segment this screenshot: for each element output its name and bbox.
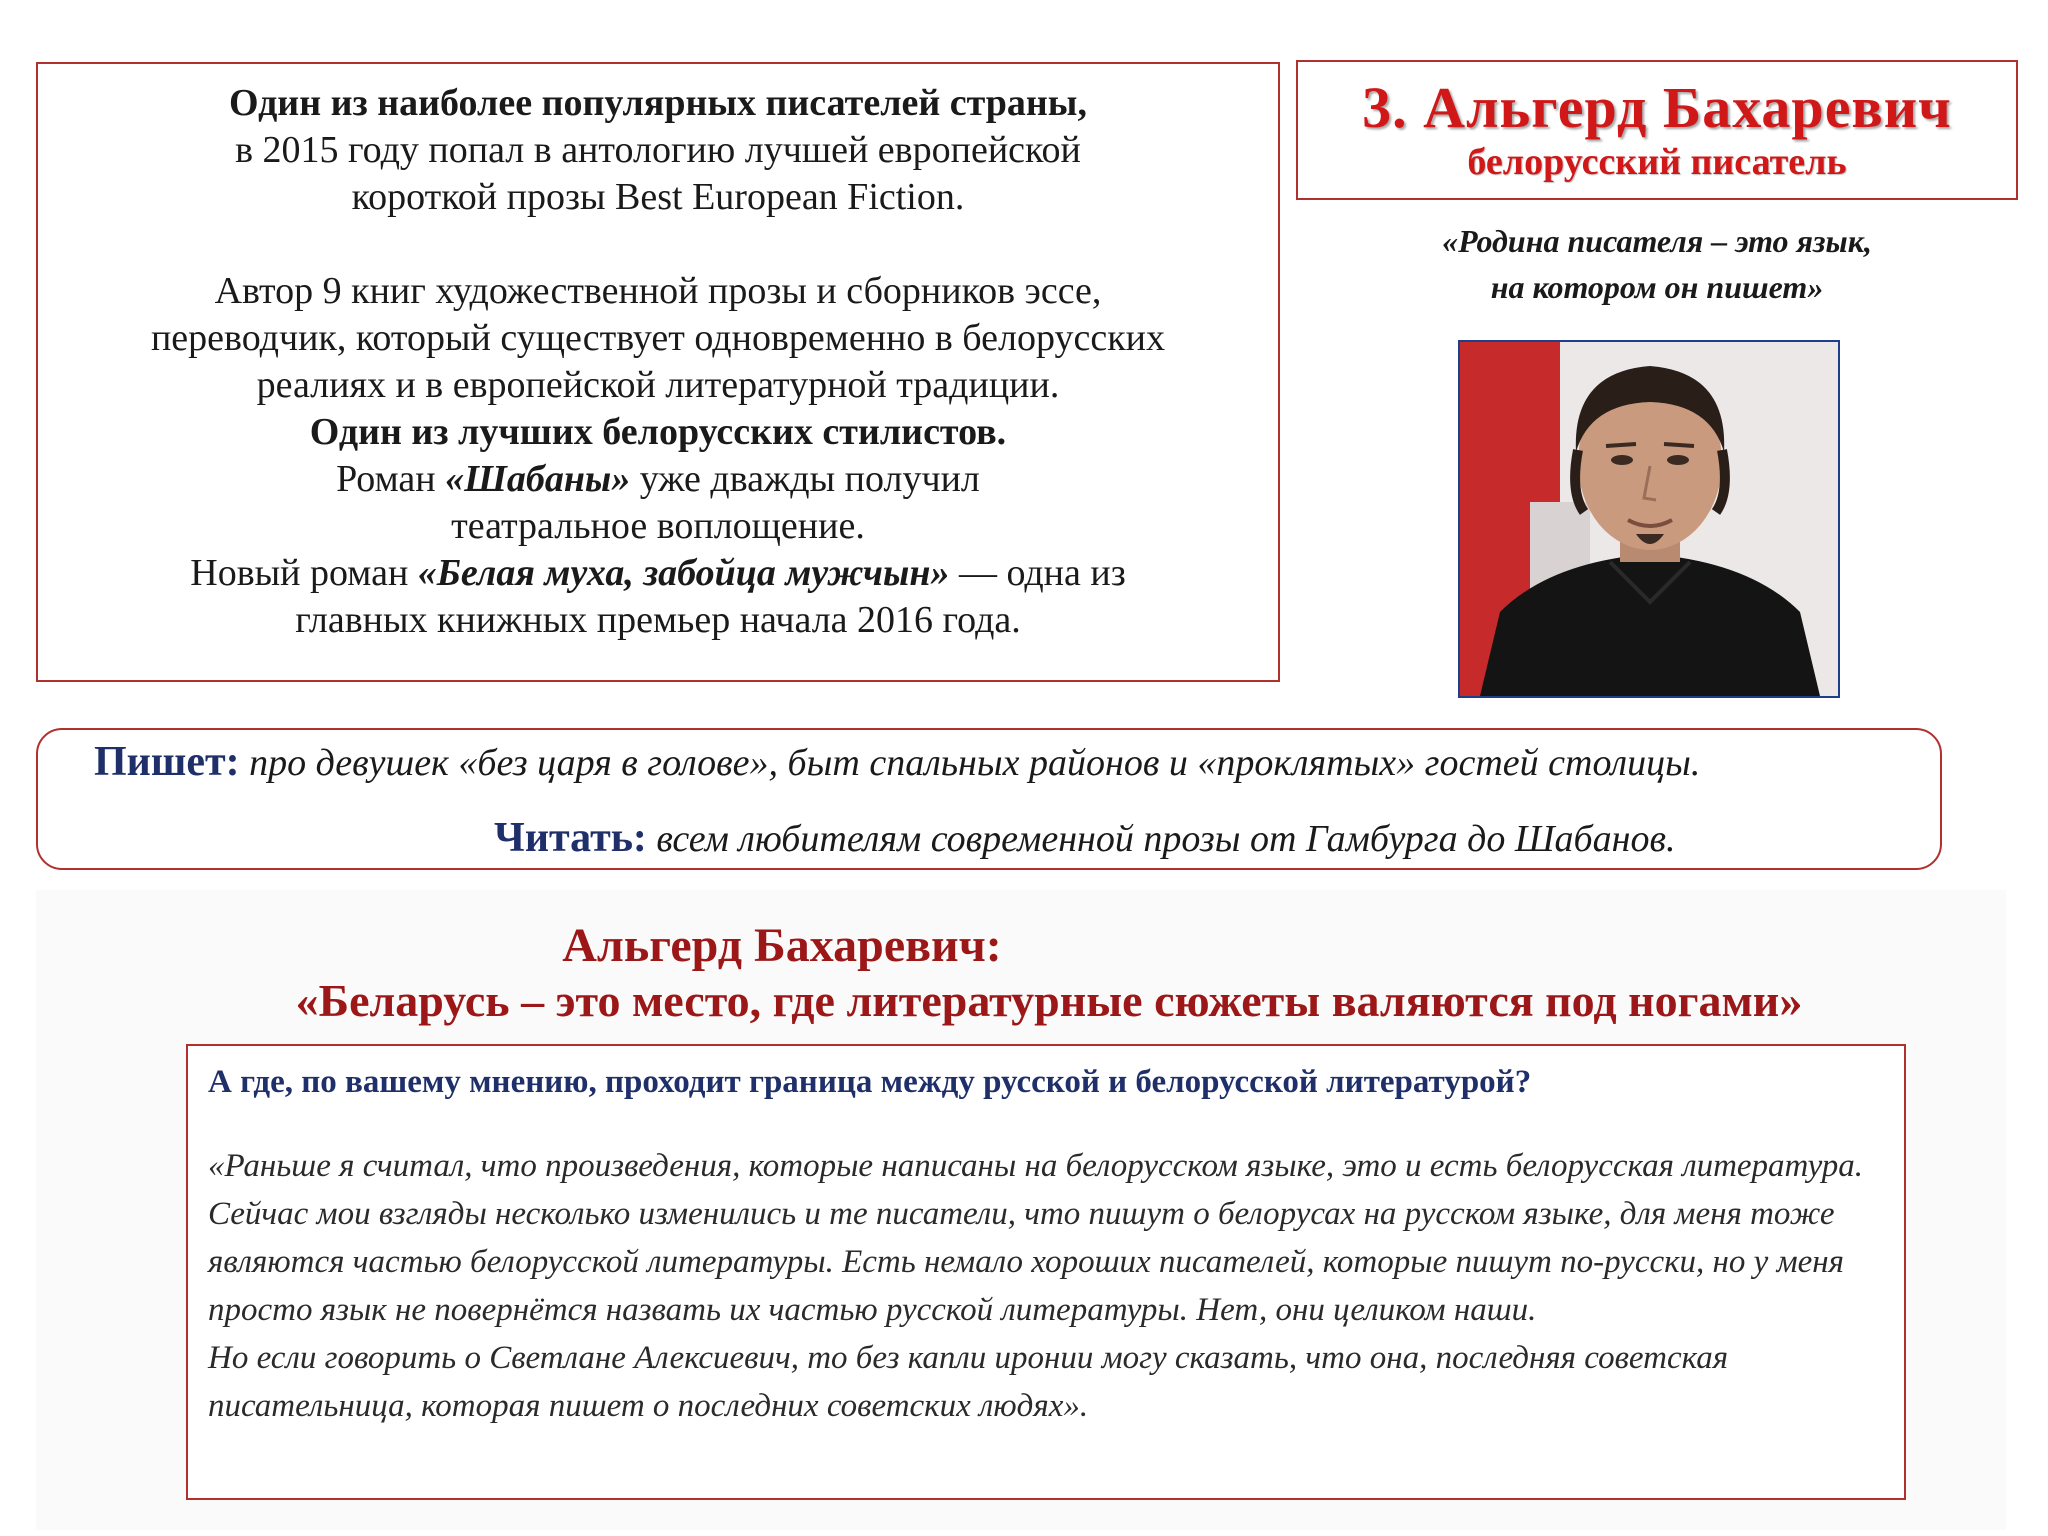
read-description: всем любителям современной прозы от Гамбурга до Шабанов.: [646, 818, 1676, 860]
intro-line-2: в 2015 году попал в антологию лучшей европейской: [235, 129, 1081, 171]
intro-box: [36, 62, 1280, 682]
author-subtitle: белорусский писатель: [1467, 141, 1847, 183]
intro-line-1: Один из наиболее популярных писателей страны,: [229, 82, 1087, 124]
motto-line-1: «Родина писателя – это язык,: [1442, 223, 1872, 259]
interview-heading-name: Альгерд Бахаревич:: [562, 919, 1002, 972]
writes-description: про девушек «без царя в голове», быт спальных районов и «проклятых» гостей столицы.: [239, 742, 1701, 784]
interview-heading-quote: «Беларусь – это место, где литературные сюжеты валяются под ногами»: [295, 975, 1803, 1026]
intro-line-5: переводчик, который существует одновременно в белорусских: [150, 317, 1166, 359]
intro-line-10-prefix: Новый роман: [190, 552, 418, 594]
intro-line-11: главных книжных премьер начала 2016 года.: [295, 599, 1021, 641]
intro-line-8-prefix: Роман: [336, 458, 446, 500]
intro-line-10: [38, 550, 1278, 597]
author-title: 3. Альгерд Бахаревич: [1362, 75, 1952, 140]
intro-line-10-suffix: — одна из: [949, 552, 1126, 594]
intro-line-4: Автор 9 книг художественной прозы и сборников эссе,: [214, 270, 1102, 312]
intro-line-3: короткой прозы Best European Fiction.: [351, 176, 965, 218]
read-text: [494, 814, 1675, 863]
writes-box: [36, 728, 1942, 870]
writes-label: Пишет:: [94, 739, 240, 785]
novel-title-shabany: «Шабаны»: [445, 458, 631, 500]
novel-title-belaya-mukha: «Белая муха, забойца мужчын»: [417, 552, 950, 594]
read-label: Читать:: [494, 815, 647, 861]
author-portrait: [1458, 340, 1840, 698]
motto-line-2: на котором он пишет»: [1490, 269, 1824, 305]
intro-line-6: реалиях и в европейской литературной традиции.: [256, 364, 1060, 406]
answer-paragraph-2: Но если говорить о Светлане Алексиевич, то без капли иронии могу сказать, что она, последняя советская писательница, которая пишет о последних советских людях».: [208, 1340, 1729, 1424]
motto: [1296, 218, 2018, 310]
intro-line-7: Один из лучших белорусских стилистов.: [309, 411, 1007, 453]
interview-question: А где, по вашему мнению, проходит граница между русской и белорусской литературой?: [208, 1064, 1532, 1100]
intro-line-8: [38, 456, 1278, 503]
intro-line-9: театральное воплощение.: [451, 505, 865, 547]
answer-paragraph-1: «Раньше я считал, что произведения, которые написаны на белорусском языке, это и есть белорусская литература. Сейчас мои взгляды несколько изменились и те писатели, что пишут о белорусах на русском языке, для меня тоже являются частью белорусской литературы. Есть немало хороших писателей, которые пишут по-русски, но у меня просто язык не повернётся назвать их частью русской литературы. Нет, они целиком наши.: [208, 1148, 1864, 1328]
interview-box: [186, 1044, 1906, 1500]
interview-answer: [208, 1142, 1884, 1430]
portrait-illustration: [1460, 342, 1838, 696]
writes-text: [94, 738, 1910, 787]
title-box: [1296, 60, 2018, 200]
intro-line-8-suffix: уже дважды получил: [630, 458, 980, 500]
